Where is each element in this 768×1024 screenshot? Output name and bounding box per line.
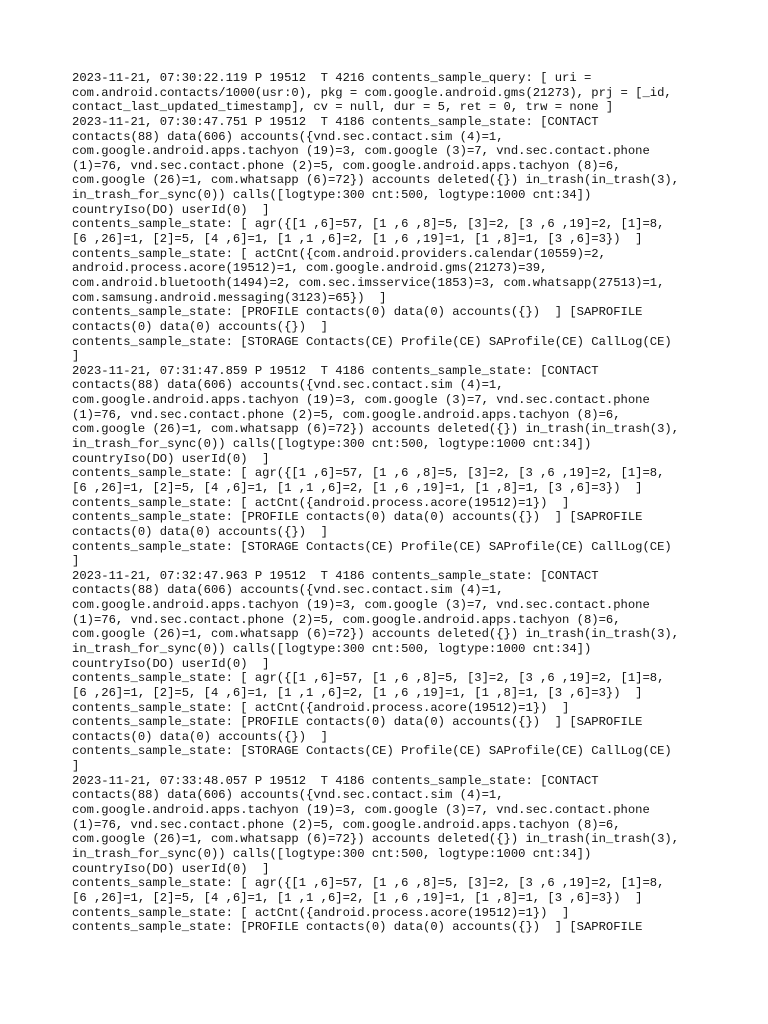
log-line: [6 ,26]=1, [2]=5, [4 ,6]=1, [1 ,1 ,6]=2, [1 ,6 ,19]=1, [1 ,8]=1, [3 ,6]=3}) ]: [72, 685, 643, 700]
log-line: countryIso(DO) userId(0) ]: [72, 451, 270, 466]
log-line: contents_sample_state: [PROFILE contacts(0) data(0) accounts({}) ] [SAPROFILE: [72, 920, 643, 935]
log-line: com.google.android.apps.tachyon (19)=3, com.google (3)=7, vnd.sec.contact.phone: [72, 144, 650, 159]
log-line: 2023-11-21, 07:33:48.057 P 19512 T 4186 contents_sample_state: [CONTACT: [72, 773, 599, 788]
log-line: com.google (26)=1, com.whatsapp (6)=72}) accounts deleted({}) in_trash(in_trash(3),: [72, 627, 680, 642]
log-line: contacts(88) data(606) accounts({vnd.sec.contact.sim (4)=1,: [72, 129, 504, 144]
log-line: contents_sample_state: [PROFILE contacts(0) data(0) accounts({}) ] [SAPROFILE: [72, 305, 643, 320]
log-line: contact_last_updated_timestamp], cv = null, dur = 5, ret = 0, trw = none ]: [72, 100, 614, 115]
log-line: contents_sample_state: [ agr({[1 ,6]=57, [1 ,6 ,8]=5, [3]=2, [3 ,6 ,19]=2, [1]=8,: [72, 671, 665, 686]
log-line: (1)=76, vnd.sec.contact.phone (2)=5, com.google.android.apps.tachyon (8)=6,: [72, 612, 621, 627]
log-line: ]: [72, 349, 80, 364]
log-line: contacts(88) data(606) accounts({vnd.sec.contact.sim (4)=1,: [72, 583, 504, 598]
log-line: in_trash_for_sync(0)) calls([logtype:300 cnt:500, logtype:1000 cnt:34]): [72, 437, 592, 452]
log-line: countryIso(DO) userId(0) ]: [72, 656, 270, 671]
log-line: [6 ,26]=1, [2]=5, [4 ,6]=1, [1 ,1 ,6]=2, [1 ,6 ,19]=1, [1 ,8]=1, [3 ,6]=3}) ]: [72, 480, 643, 495]
log-document-page: [72, 71, 712, 935]
log-line: (1)=76, vnd.sec.contact.phone (2)=5, com.google.android.apps.tachyon (8)=6,: [72, 407, 621, 422]
log-line: contents_sample_state: [STORAGE Contacts(CE) Profile(CE) SAProfile(CE) CallLog(CE): [72, 744, 672, 759]
log-line: contacts(0) data(0) accounts({}) ]: [72, 729, 328, 744]
log-line: contents_sample_state: [ actCnt({android.process.acore(19512)=1}) ]: [72, 700, 570, 715]
log-line: (1)=76, vnd.sec.contact.phone (2)=5, com.google.android.apps.tachyon (8)=6,: [72, 817, 621, 832]
log-line: countryIso(DO) userId(0) ]: [72, 202, 270, 217]
log-line: contents_sample_state: [ actCnt({android.process.acore(19512)=1}) ]: [72, 905, 570, 920]
log-line: contents_sample_state: [ actCnt({android.process.acore(19512)=1}) ]: [72, 495, 570, 510]
log-line: contacts(0) data(0) accounts({}) ]: [72, 319, 328, 334]
log-line: contents_sample_state: [PROFILE contacts(0) data(0) accounts({}) ] [SAPROFILE: [72, 510, 643, 525]
log-line: com.google (26)=1, com.whatsapp (6)=72}) accounts deleted({}) in_trash(in_trash(3),: [72, 422, 680, 437]
log-line: in_trash_for_sync(0)) calls([logtype:300 cnt:500, logtype:1000 cnt:34]): [72, 846, 592, 861]
log-line: com.google.android.apps.tachyon (19)=3, com.google (3)=7, vnd.sec.contact.phone: [72, 598, 650, 613]
log-line: [6 ,26]=1, [2]=5, [4 ,6]=1, [1 ,1 ,6]=2, [1 ,6 ,19]=1, [1 ,8]=1, [3 ,6]=3}) ]: [72, 890, 643, 905]
log-line: com.android.bluetooth(1494)=2, com.sec.imsservice(1853)=3, com.whatsapp(27513)=1,: [72, 275, 665, 290]
log-line: contents_sample_state: [ agr({[1 ,6]=57, [1 ,6 ,8]=5, [3]=2, [3 ,6 ,19]=2, [1]=8,: [72, 466, 665, 481]
log-line: contacts(0) data(0) accounts({}) ]: [72, 524, 328, 539]
log-line: com.google (26)=1, com.whatsapp (6)=72}) accounts deleted({}) in_trash(in_trash(3),: [72, 173, 680, 188]
log-line: com.google.android.apps.tachyon (19)=3, com.google (3)=7, vnd.sec.contact.phone: [72, 803, 650, 818]
log-line: in_trash_for_sync(0)) calls([logtype:300 cnt:500, logtype:1000 cnt:34]): [72, 641, 592, 656]
log-line: (1)=76, vnd.sec.contact.phone (2)=5, com.google.android.apps.tachyon (8)=6,: [72, 158, 621, 173]
log-line: in_trash_for_sync(0)) calls([logtype:300 cnt:500, logtype:1000 cnt:34]): [72, 188, 592, 203]
log-line: contents_sample_state: [ agr({[1 ,6]=57, [1 ,6 ,8]=5, [3]=2, [3 ,6 ,19]=2, [1]=8,: [72, 876, 665, 891]
log-line: contacts(88) data(606) accounts({vnd.sec.contact.sim (4)=1,: [72, 378, 504, 393]
log-line: com.android.contacts/1000(usr:0), pkg = com.google.android.gms(21273), prj = [_id,: [72, 85, 672, 100]
log-line: 2023-11-21, 07:32:47.963 P 19512 T 4186 contents_sample_state: [CONTACT: [72, 568, 599, 583]
log-line: com.google (26)=1, com.whatsapp (6)=72}) accounts deleted({}) in_trash(in_trash(3),: [72, 832, 680, 847]
log-line: com.google.android.apps.tachyon (19)=3, com.google (3)=7, vnd.sec.contact.phone: [72, 393, 650, 408]
log-line: 2023-11-21, 07:30:47.751 P 19512 T 4186 contents_sample_state: [CONTACT: [72, 114, 599, 129]
log-line: contents_sample_state: [STORAGE Contacts(CE) Profile(CE) SAProfile(CE) CallLog(CE): [72, 334, 672, 349]
log-line: android.process.acore(19512)=1, com.google.android.gms(21273)=39,: [72, 261, 548, 276]
log-line: ]: [72, 759, 80, 774]
log-line: com.samsung.android.messaging(3123)=65}) ]: [72, 290, 387, 305]
log-line: 2023-11-21, 07:30:22.119 P 19512 T 4216 contents_sample_query: [ uri =: [72, 71, 592, 85]
log-line: contents_sample_state: [ actCnt({com.android.providers.calendar(10559)=2,: [72, 246, 606, 261]
log-line: countryIso(DO) userId(0) ]: [72, 861, 270, 876]
log-text-body: [72, 71, 712, 935]
log-line: contents_sample_state: [PROFILE contacts(0) data(0) accounts({}) ] [SAPROFILE: [72, 715, 643, 730]
log-line: contents_sample_state: [STORAGE Contacts(CE) Profile(CE) SAProfile(CE) CallLog(CE): [72, 539, 672, 554]
log-line: 2023-11-21, 07:31:47.859 P 19512 T 4186 contents_sample_state: [CONTACT: [72, 363, 599, 378]
log-line: contacts(88) data(606) accounts({vnd.sec.contact.sim (4)=1,: [72, 788, 504, 803]
log-line: ]: [72, 554, 80, 569]
log-line: [6 ,26]=1, [2]=5, [4 ,6]=1, [1 ,1 ,6]=2, [1 ,6 ,19]=1, [1 ,8]=1, [3 ,6]=3}) ]: [72, 232, 643, 247]
log-line: contents_sample_state: [ agr({[1 ,6]=57, [1 ,6 ,8]=5, [3]=2, [3 ,6 ,19]=2, [1]=8,: [72, 217, 665, 232]
